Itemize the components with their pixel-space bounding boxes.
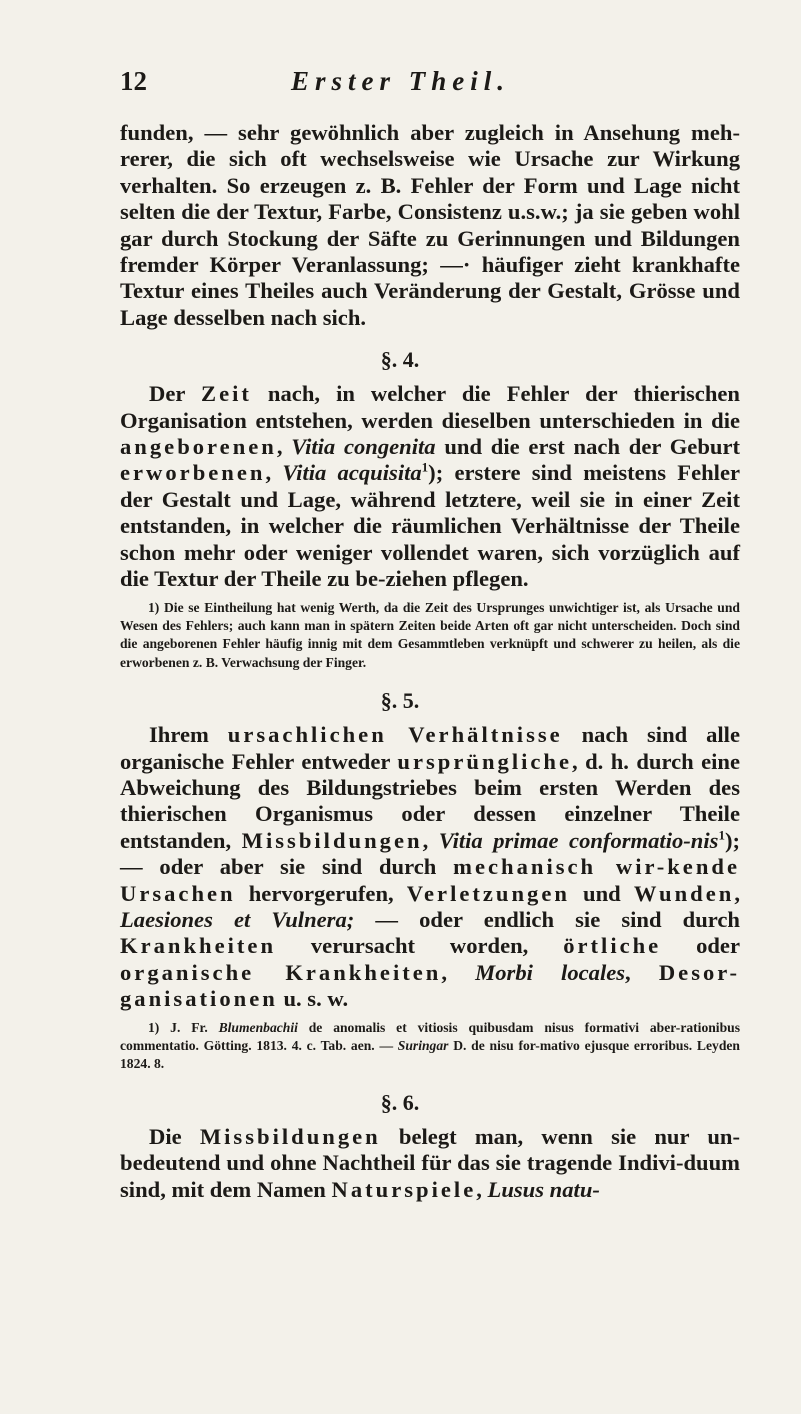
latin-term: Laesiones et Vulnera; — [120, 906, 355, 932]
section-4-paragraph — [120, 381, 740, 592]
running-title: Erster Theil. — [290, 66, 510, 96]
section-5-paragraph — [120, 722, 740, 1012]
spaced-term: Naturspiele — [331, 1176, 477, 1202]
text: D. de nisu for-mativo ejusque erroribus. Leyden 1824. 8. — [120, 1038, 740, 1072]
spaced-term: erworbenen — [120, 460, 266, 486]
spaced-term: Missbildungen — [199, 1123, 381, 1149]
text: u. s. w. — [277, 986, 349, 1012]
spaced-term: Krankheiten — [120, 933, 277, 959]
text: de anomalis et vitiosis quibusdam nisus formativi aber-rationibus commentatio. Götting. 1813. 4. c. Tab. aen. — — [120, 1019, 740, 1053]
spaced-term: ursachlichen Verhältnisse — [227, 722, 563, 748]
footnote-reference: 1 — [718, 827, 725, 843]
paragraph-continuation: funden, — sehr gewöhnlich aber zugleich in Ansehung meh-rerer, die sich oft wechselsweise wie Ursache zur Wirkung verhalten. So erzeugen z. B. Fehler der Form und Lage nicht selten die der Textur, Farbe, Consistenz u.s.w.; ja sie geben wohl gar durch Stockung der Säfte zu Gerinnungen und Bildungen fremder Körper Veranlassung; —· häufiger zieht krankhafte Textur eines Theiles auch Veränderung der Gestalt, Grösse und Lage desselben nach sich. — [120, 120, 740, 330]
text: oder — [661, 933, 740, 959]
text: nach sind alle organische Fehler entweder — [120, 722, 740, 774]
footnote-section-5 — [120, 1019, 740, 1074]
text: , — [441, 959, 476, 985]
latin-term: Morbi locales — [475, 959, 626, 985]
text: , — [476, 1176, 488, 1202]
section-heading-4: §. 4. — [380, 347, 420, 373]
section-heading-6: §. 6. — [380, 1089, 420, 1115]
text: verursacht worden, — [276, 933, 564, 959]
page-header — [0, 66, 801, 106]
spaced-term: ursprüngliche — [397, 748, 573, 774]
spaced-term: Verletzungen — [406, 880, 570, 906]
text: Die — [149, 1123, 200, 1149]
text: und — [569, 880, 634, 906]
latin-term: Lusus natu- — [487, 1176, 600, 1202]
spaced-term: angeborenen — [120, 434, 277, 460]
footnote-reference: 1 — [421, 459, 429, 475]
author-name: Blumenbachii — [218, 1019, 298, 1035]
section-heading-5: §. 5. — [380, 688, 420, 714]
text: hervorgerufen, — [235, 880, 407, 906]
spaced-term: Wunden — [633, 880, 735, 906]
latin-term: Vitia congenita — [291, 434, 436, 460]
spaced-term: Desor-ganisationen — [120, 959, 740, 1012]
text: — oder endlich sie sind durch — [354, 906, 740, 932]
text: , — [625, 959, 659, 985]
spaced-term: mechanisch wir-kende Ursachen — [120, 854, 740, 906]
body-text — [120, 120, 740, 1203]
footnote-section-4: 1) Die se Eintheilung hat wenig Werth, da die Zeit des Ursprunges unwichtiger ist, als Ursache und Wesen des Fehlers; auch kann man in spätern Zeiten beide Arten oft gar nicht unterscheiden. Doch sind die angeborenen Fehler häufig innig mit dem Gesammtleben verknüpft und schwerer zu heilen, als die erworbenen z. B. Verwachsung der Finger. — [120, 599, 740, 670]
text: belegt man, wenn sie nur un-bedeutend und ohne Nachtheil für das sie tragende Indivi-duum sind, mit dem Namen — [120, 1123, 740, 1202]
text: ); erstere sind meistens Fehler der Gestalt und Lage, während letztere, weil sie in einer Zeit entstanden, in welcher die räumlichen Verhältnisse der Theile schon mehr oder weniger vollendet waren, sich vorzüglich auf die Textur der Theile zu be-ziehen pflegen. — [120, 460, 741, 592]
text: );— oder aber sie sind durch — [120, 827, 740, 880]
section-6-paragraph — [120, 1124, 740, 1203]
spaced-term: Zeit — [201, 381, 252, 407]
text: Der — [149, 381, 201, 407]
text: , — [265, 460, 283, 486]
text: nach, in welcher die Fehler der thierischen Organisation entstehen, werden dieselben unterschieden in die — [120, 381, 740, 433]
latin-term: Vitia acquisita — [282, 460, 422, 486]
text: , d. h. durch eine Abweichung des Bildungstriebes beim ersten Werden des thierischen Organismus oder dessen einzelner Theile entstanden, — [120, 748, 740, 853]
text: , — [734, 880, 740, 906]
page-number: 12 — [120, 66, 147, 96]
text: , — [276, 434, 292, 460]
author-name: Suringar — [397, 1038, 449, 1053]
text: und die erst nach der Geburt — [435, 434, 741, 460]
text: Ihrem — [149, 722, 228, 748]
text: 1) J. Fr. — [148, 1019, 219, 1035]
latin-term: Vitia primae conformatio-nis — [438, 827, 719, 853]
spaced-term: Missbildungen — [241, 827, 423, 853]
text: , — [422, 827, 439, 853]
spaced-term: örtliche — [563, 933, 662, 959]
spaced-term: organische Krankheiten — [120, 959, 442, 985]
